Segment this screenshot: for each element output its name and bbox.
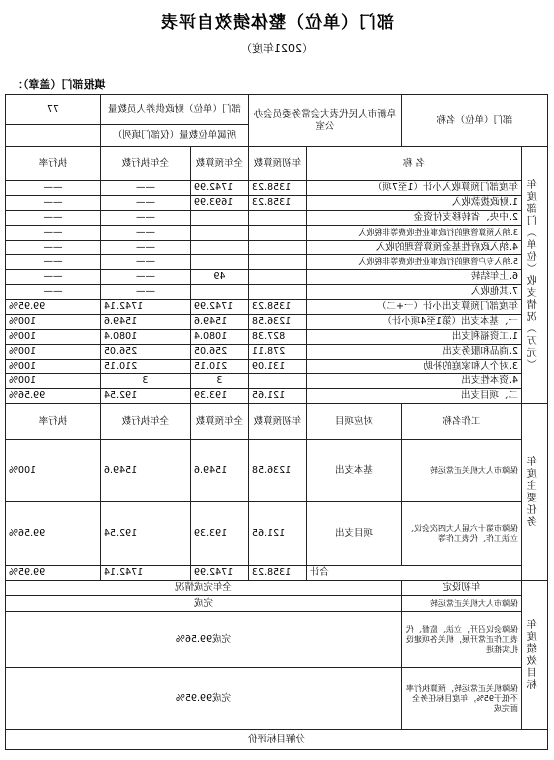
tasks-col-exec: 全年执行数 — [100, 404, 190, 440]
staff-count-value: 77 — [5, 95, 100, 125]
budget-col-rate: 执行率 — [5, 147, 100, 181]
goals-col-initial: 年初设定 — [401, 581, 521, 596]
budget-row-exec: —— — [100, 210, 190, 225]
table-row — [5, 596, 547, 612]
budget-row-initial: 1358.23 — [248, 195, 306, 210]
task-full: 1742.99 — [190, 566, 248, 581]
budget-row-rate: —— — [5, 255, 100, 270]
budget-row-name: 1.工资福利支出 — [306, 329, 521, 344]
evaluation-table — [5, 94, 548, 750]
task-rate: 100% — [5, 440, 100, 502]
budget-row-exec: 256.05 — [100, 344, 190, 359]
budget-col-initial: 年初预算数 — [248, 147, 306, 181]
budget-row-full: 1693.99 — [190, 195, 248, 210]
tasks-header-row — [5, 404, 547, 440]
budget-row-full — [190, 225, 248, 240]
table-row — [5, 668, 547, 730]
budget-row-exec: —— — [100, 181, 190, 196]
budget-row-name: 1.财政拨款收入 — [306, 195, 521, 210]
info-row-1 — [5, 95, 547, 125]
budget-row-initial: 278.11 — [248, 344, 306, 359]
goal-done: 完成99.56% — [5, 612, 401, 668]
dept-name-value: 阜新市人民代表大会常务委员会办公室 — [248, 95, 401, 147]
table-row — [5, 181, 547, 196]
budget-row-initial — [248, 374, 306, 389]
budget-col-exec: 全年执行数 — [100, 147, 190, 181]
budget-row-rate: 100% — [5, 314, 100, 329]
budget-row-name: 一、基本支出（第1至4项小计） — [306, 314, 521, 329]
budget-row-exec: 210.15 — [100, 359, 190, 374]
budget-row-exec: —— — [100, 255, 190, 270]
budget-row-rate: —— — [5, 225, 100, 240]
budget-row-name: 3.对个人和家庭的补助 — [306, 359, 521, 374]
budget-row-full: 193.39 — [190, 389, 248, 404]
budget-row-exec: 3 — [100, 374, 190, 389]
budget-row-rate: —— — [5, 181, 100, 196]
budget-row-full: 1742.99 — [190, 181, 248, 196]
budget-row-rate: —— — [5, 240, 100, 255]
tasks-col-work: 工作名称 — [401, 404, 521, 440]
table-row — [5, 195, 547, 210]
budget-row-full: 3 — [190, 374, 248, 389]
task-item: 基本支出 — [306, 440, 401, 502]
budget-row-rate: —— — [5, 270, 100, 285]
unit-count-label: 所属单位数量（仅部门填列） — [100, 125, 248, 147]
dept-name-label: 部门（单位）名称 — [401, 95, 547, 147]
budget-row-exec: —— — [100, 225, 190, 240]
table-row — [5, 240, 547, 255]
budget-header-row — [5, 147, 547, 181]
budget-row-exec: —— — [100, 285, 190, 300]
task-full: 193.39 — [190, 502, 248, 566]
table-row — [5, 329, 547, 344]
goal-done: 完成99.95% — [5, 668, 401, 730]
table-row — [5, 314, 547, 329]
tasks-col-rate: 执行率 — [5, 404, 100, 440]
report-year: （2021年度） — [241, 42, 313, 55]
budget-row-initial — [248, 210, 306, 225]
goals-side-label: 年度绩效目标 — [522, 581, 548, 730]
budget-row-exec: 1742.14 — [100, 300, 190, 315]
goals-col-done: 全年完成情况 — [5, 581, 401, 596]
task-initial: 121.65 — [248, 502, 306, 566]
goal-done: 完成 — [5, 596, 401, 612]
budget-row-initial: 827.38 — [248, 329, 306, 344]
budget-row-full — [190, 255, 248, 270]
page-title: 部门（单位）整体绩效自评表 — [160, 13, 394, 33]
task-initial: 1358.23 — [248, 566, 306, 581]
table-row — [5, 210, 547, 225]
tasks-side-label: 年度主要任务 — [522, 404, 548, 581]
budget-row-rate: 99.95% — [5, 300, 100, 315]
budget-row-rate: 100% — [5, 359, 100, 374]
filler-unit: 填报部门（盖章）： — [12, 78, 106, 91]
budget-row-name: 3.纳入预算管理的行政事业性收费等非税收入 — [306, 225, 521, 240]
goal-initial: 保障会议召开，立法、监督、代表工作正常开展，机关各项建设扎实推进 — [401, 612, 521, 668]
budget-row-initial — [248, 255, 306, 270]
budget-row-rate: —— — [5, 195, 100, 210]
table-row — [5, 270, 547, 285]
table-row — [5, 374, 547, 389]
budget-row-name: 7.其他收入 — [306, 285, 521, 300]
budget-row-rate: 99.56% — [5, 389, 100, 404]
budget-row-full — [190, 240, 248, 255]
budget-row-full: 256.05 — [190, 344, 248, 359]
task-exec: 1549.6 — [100, 440, 190, 502]
budget-row-exec: —— — [100, 270, 190, 285]
tasks-col-item: 对应项目 — [306, 404, 401, 440]
task-initial: 1236.58 — [248, 440, 306, 502]
budget-row-full: 1742.99 — [190, 300, 248, 315]
task-item: 项目支出 — [306, 502, 401, 566]
unit-count-value — [5, 125, 100, 147]
budget-row-name: 二、项目支出 — [306, 389, 521, 404]
table-row — [5, 612, 547, 668]
budget-row-full: 210.15 — [190, 359, 248, 374]
budget-row-name: 2.中央、省转移支付资金 — [306, 210, 521, 225]
budget-row-initial: 1358.23 — [248, 300, 306, 315]
budget-row-full: 1549.6 — [190, 314, 248, 329]
budget-row-initial — [248, 270, 306, 285]
budget-row-rate: 100% — [5, 374, 100, 389]
budget-row-exec: 192.54 — [100, 389, 190, 404]
budget-row-rate: —— — [5, 285, 100, 300]
budget-row-exec: 1080.4 — [100, 329, 190, 344]
table-row — [5, 502, 547, 566]
budget-row-name: 6.上年结转 — [306, 270, 521, 285]
budget-row-exec: 1549.6 — [100, 314, 190, 329]
staff-count-label: 部门（单位）财政供养人员数量 — [100, 95, 248, 125]
task-exec: 192.54 — [100, 502, 190, 566]
budget-row-initial: 121.65 — [248, 389, 306, 404]
budget-row-full: 49 — [190, 270, 248, 285]
budget-row-full: 1080.4 — [190, 329, 248, 344]
table-row — [5, 359, 547, 374]
task-total-label: 合计 — [306, 566, 521, 581]
footer-row — [5, 730, 547, 750]
table-row — [5, 389, 547, 404]
budget-row-exec: —— — [100, 195, 190, 210]
table-row — [5, 255, 547, 270]
budget-row-rate: 100% — [5, 344, 100, 359]
budget-row-initial — [248, 240, 306, 255]
budget-row-name: 年度部门预算收入小计（1至7项） — [306, 181, 521, 196]
table-row — [5, 225, 547, 240]
budget-row-initial: 1236.58 — [248, 314, 306, 329]
task-exec: 1742.14 — [100, 566, 190, 581]
goals-header-row — [5, 581, 547, 596]
budget-row-exec: —— — [100, 240, 190, 255]
footer-label: 分解目标评价 — [5, 730, 547, 750]
task-work: 保障市人大机关正常运转 — [401, 440, 521, 502]
budget-row-initial: 131.09 — [248, 359, 306, 374]
budget-row-full — [190, 210, 248, 225]
tasks-col-initial: 年初预算数 — [248, 404, 306, 440]
budget-row-full — [190, 285, 248, 300]
budget-row-initial: 1358.23 — [248, 181, 306, 196]
budget-row-name: 2.商品和服务支出 — [306, 344, 521, 359]
tasks-col-full: 全年预算数 — [190, 404, 248, 440]
table-row — [5, 440, 547, 502]
budget-side-label: 年度部门（单位）收支情况（万元） — [522, 147, 548, 404]
budget-row-name: 4.资本性支出 — [306, 374, 521, 389]
goal-initial: 保障机关正常运转，预算执行率不低于95%，年度目标任务全面完成 — [401, 668, 521, 730]
task-rate: 99.56% — [5, 502, 100, 566]
task-full: 1549.6 — [190, 440, 248, 502]
task-work: 保障市第十六届人大四次会议、立法工作、代表工作等 — [401, 502, 521, 566]
budget-row-initial — [248, 225, 306, 240]
budget-row-initial — [248, 285, 306, 300]
table-row — [5, 344, 547, 359]
budget-row-name: 5.纳入专户管理的行政事业性收费等非税收入 — [306, 255, 521, 270]
budget-col-name: 名 称 — [306, 147, 521, 181]
budget-row-rate: 100% — [5, 329, 100, 344]
table-row — [5, 300, 547, 315]
budget-row-name: 年度部门预算支出小计（一+二） — [306, 300, 521, 315]
table-row — [5, 566, 547, 581]
task-rate: 99.95% — [5, 566, 100, 581]
budget-col-full: 全年预算数 — [190, 147, 248, 181]
budget-row-name: 4.纳入政府性基金预算管理的收入 — [306, 240, 521, 255]
table-row — [5, 285, 547, 300]
budget-row-rate: —— — [5, 210, 100, 225]
goal-initial: 保障市人大机关正常运转 — [401, 596, 521, 612]
